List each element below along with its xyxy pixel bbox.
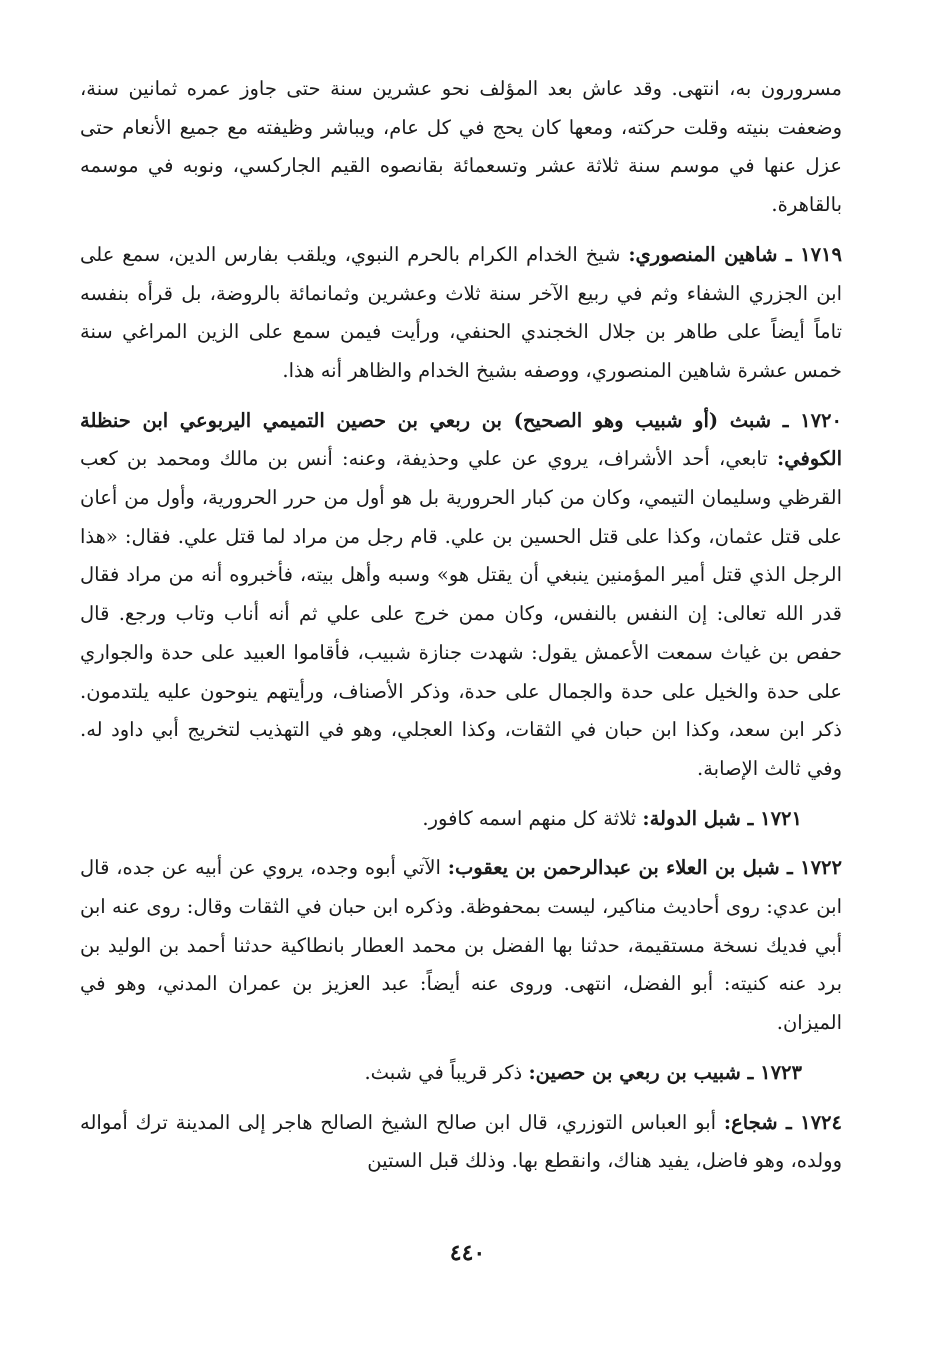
entry-1721-heading: ١٧٢١ ـ شبل الدولة: [642,806,802,830]
entry-1723-heading: ١٧٢٣ ـ شبيب بن ربعي بن حصين: [528,1060,802,1084]
entry-1723 [80,1054,842,1093]
entry-1720 [80,402,842,789]
intro-text: مسرورون به، انتهى. وقد عاش بعد المؤلف نحو عشرين سنة حتى جاوز عمره ثمانين سنة، وضعفت بنيته وقلت حركته، ومعها كان يحج في كل عام، ويباشر وظيفته مع جميع الأنعام حتى عزل عنها في موسم سنة ثلاثة عشر وتسعمائة بقانصوه القيم الجاركسي، ونوبه في موسمه بالقاهرة. [80,77,842,217]
page-number: ٤٤٠ [449,1240,486,1266]
entry-1720-body: تابعي، أحد الأشراف، يروي عن علي وحذيفة، وعنه: أنس بن مالك ومحمد بن كعب القرظي وسليمان التيمي، وكان من كبار الحرورية بل هو أول من حرر الحرورية، وأول من أعان على قتل عثمان، وكذا على قتل الحسين بن علي. قام رجل من مراد لما قتل علي. فقال: «هذا الرجل الذي قتل أمير المؤمنين ينبغي أن يقتل هو» وسبه وأهل بيته، فأخبروه أنه من مراد فقال قدر الله تعالى: إن النفس بالنفس، وكان ممن خرج على علي ثم أنه أناب وتاب ورجع. قال حفص بن غياث سمعت الأعمش يقول: شهدت جنازة شبيب، فأقاموا العبيد على حدة والجواري على حدة والخيل على حدة والجمال على حدة، وذكر الأصناف، ورأيتهم ينوحون عليه يلتدمون. ذكر ابن سعد، وكذا ابن حبان في الثقات، وكذا العجلي، وهو في التهذيب لتخريج أبي داود له. وفي ثالث الإصابة. [80,447,842,780]
entry-1722-heading: ١٧٢٢ ـ شبل بن العلاء بن عبدالرحمن بن يعقوب: [447,856,842,880]
intro-paragraph [80,70,842,225]
entry-1719-body: شيخ الخدام الكرام بالحرم النبوي، ويلقب بفارس الدين، سمع على ابن الجزري الشفاء وثم في ربيع الآخر سنة ثلاث وعشرين وثمانمائة بالروضة، بل قرأه بنفسه تاماً أيضاً على طاهر بن جلال الخجندي الحنفي، ورأيت فيمن سمع على الزين المراغي سنة خمس عشرة شاهين المنصوري، ووصفه بشيخ الخدام والظاهر أنه هذا. [80,242,842,382]
page-text-column [80,70,842,1340]
entry-1723-body: ذكر قريباً في شبث. [364,1060,523,1084]
entry-1722-body: الآتي أبوه وجده، يروي عن أبيه عن جده، قال ابن عدي: روى أحاديث مناكير، ليست بمحفوظة. وذكره ابن حبان في الثقات وقال: روى عنه ابن أبي فديك نسخة مستقيمة، حدثنا بها الفضل بن محمد العطار بانطاكية حدثنا أحمد بن الوليد بن برد عنه كنيته: أبو الفضل، انتهى. وروى عنه أيضاً: عبد العزيز بن عمران المدني، وهو في الميزان. [80,856,842,1035]
entry-1721 [80,800,842,839]
entry-1719 [80,236,842,391]
entry-1724 [80,1104,842,1181]
entry-1724-body: أبو العباس التوزري، قال ابن صالح الشيخ الصالح هاجر إلى المدينة ترك أمواله وولده، وهو فاضل، يفيد هناك، وانقطع بها. وذلك قبل الستين [80,1110,842,1173]
entry-1721-body: ثلاثة كل منهم اسمه كافور. [422,806,637,830]
entry-1722 [80,849,842,1043]
entry-1724-heading: ١٧٢٤ ـ شجاع: [723,1110,842,1134]
entry-1719-heading: ١٧١٩ ـ شاهين المنصوري: [628,242,842,266]
entry-1720-heading: ١٧٢٠ ـ شبث (أو شبيب وهو الصحيح) بن ربعي بن حصين التميمي اليربوعي ابن حنظلة الكوفي: [80,408,842,471]
